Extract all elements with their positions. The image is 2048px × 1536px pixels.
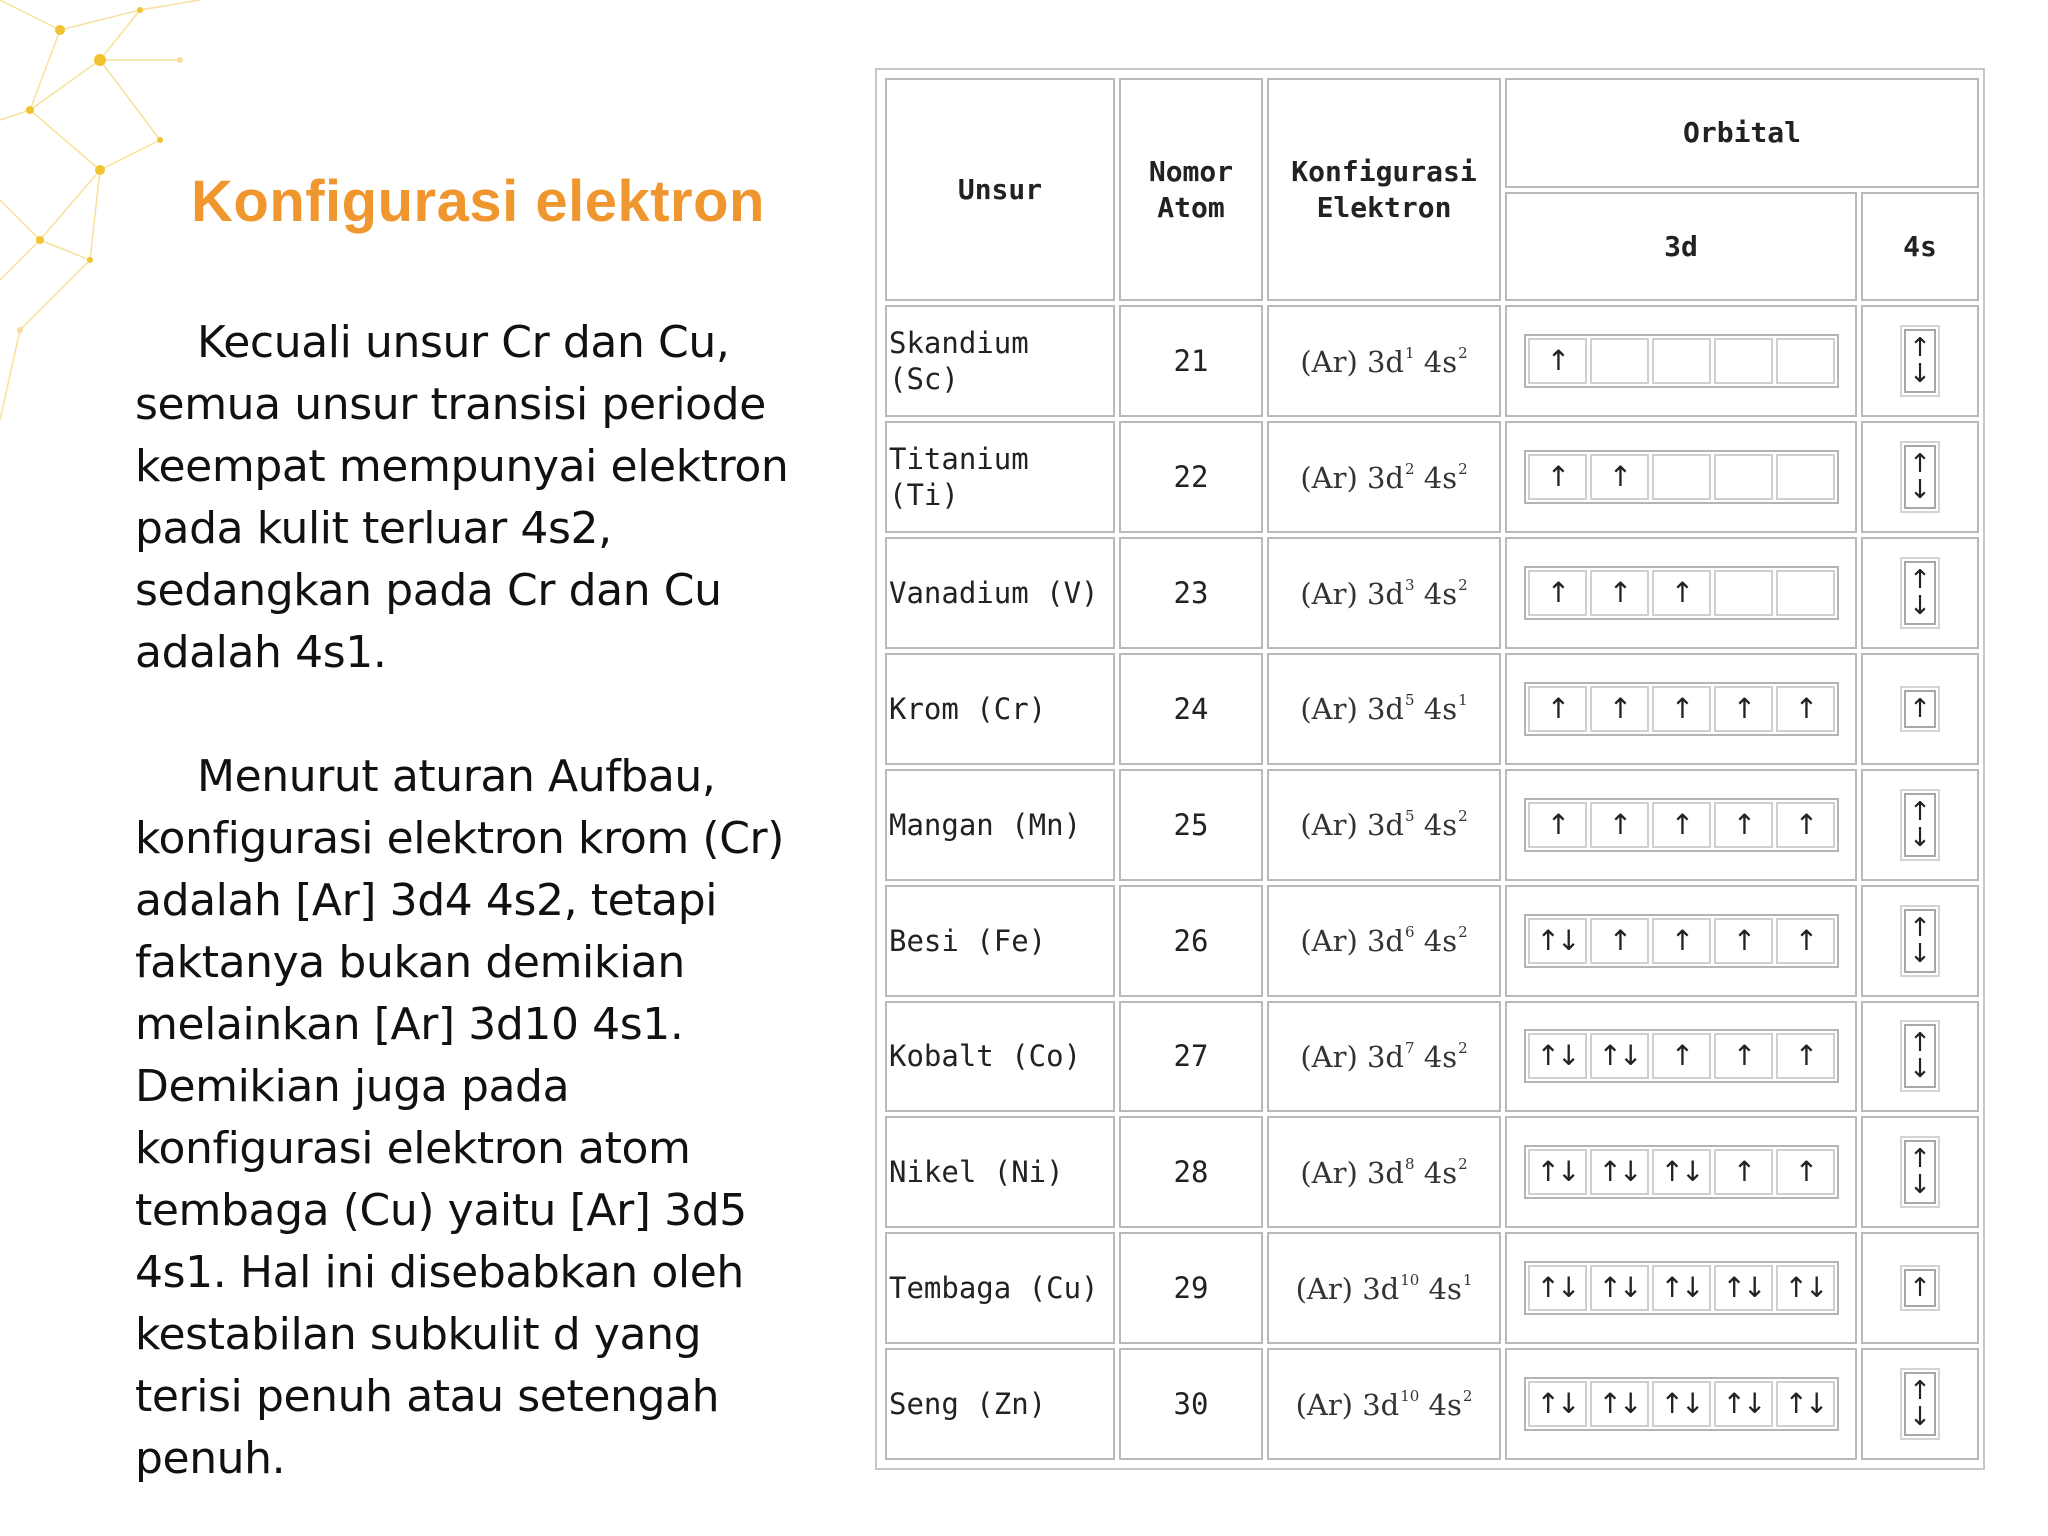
config-base-text: (Ar) 3d <box>1300 924 1404 959</box>
d-electron-count: 10 <box>1400 1386 1420 1405</box>
atomic-number-cell: 27 <box>1119 1001 1263 1113</box>
s-electron-count: 2 <box>1458 807 1468 826</box>
orbital-3d-boxes <box>1524 682 1839 736</box>
orbital-box: ↑ <box>1528 454 1587 500</box>
configuration-cell <box>1267 653 1501 765</box>
configuration-cell <box>1267 305 1501 417</box>
configuration-cell <box>1267 1348 1501 1460</box>
orbital-box <box>1776 454 1835 500</box>
config-s-text: 4s <box>1414 1155 1458 1190</box>
element-name-cell: Vanadium (V) <box>885 537 1115 649</box>
orbital-3d-cell <box>1505 885 1857 997</box>
spin-up-arrow-icon: ↑ <box>1909 912 1931 943</box>
s-electron-count: 1 <box>1458 691 1468 710</box>
orbital-box: ↑ <box>1714 686 1773 732</box>
spin-up-arrow-icon: ↑ <box>1909 796 1931 827</box>
d-electron-count: 10 <box>1400 1270 1420 1289</box>
spin-down-arrow-icon: ↓ <box>1909 591 1931 622</box>
spin-down-arrow-icon: ↓ <box>1909 475 1931 506</box>
orbital-box: ↑↓ <box>1528 1265 1587 1311</box>
s-electron-count: 2 <box>1458 459 1468 478</box>
orbital-4s-cell <box>1861 885 1979 997</box>
orbital-box <box>1590 338 1649 384</box>
config-base-text: (Ar) 3d <box>1300 692 1404 727</box>
table-row <box>885 653 1979 765</box>
orbital-box: ↑↓ <box>1528 1149 1587 1195</box>
config-s-text: 4s <box>1414 692 1458 727</box>
configuration-cell <box>1267 421 1501 533</box>
table-row <box>885 305 1979 417</box>
orbital-4s-box <box>1904 329 1936 393</box>
orbital-box: ↑ <box>1652 802 1711 848</box>
spin-down-arrow-icon: ↓ <box>1909 1170 1931 1201</box>
orbital-box: ↑↓ <box>1776 1265 1835 1311</box>
orbital-box: ↑ <box>1652 918 1711 964</box>
table-row <box>885 769 1979 881</box>
orbital-box: ↑↓ <box>1528 1033 1587 1079</box>
spin-up-arrow-icon: ↑ <box>1909 449 1931 480</box>
config-base-text: (Ar) 3d <box>1300 460 1404 495</box>
config-s-text: 4s <box>1414 460 1458 495</box>
spin-up-arrow-icon: ↑ <box>1909 1028 1931 1059</box>
atomic-number-cell: 30 <box>1119 1348 1263 1460</box>
spin-up-arrow-icon: ↑ <box>1909 1376 1931 1407</box>
orbital-3d-cell <box>1505 769 1857 881</box>
spin-down-arrow-icon: ↓ <box>1909 359 1931 390</box>
orbital-box: ↑ <box>1590 686 1649 732</box>
orbital-4s-cell <box>1861 1001 1979 1113</box>
orbital-4s-box <box>1904 1140 1936 1204</box>
config-s-text: 4s <box>1414 808 1458 843</box>
orbital-4s-cell <box>1861 769 1979 881</box>
orbital-box: ↑ <box>1714 1033 1773 1079</box>
element-name-cell: Mangan (Mn) <box>885 769 1115 881</box>
s-electron-count: 2 <box>1458 575 1468 594</box>
atomic-number-cell: 28 <box>1119 1116 1263 1228</box>
orbital-3d-cell <box>1505 537 1857 649</box>
orbital-4s-box <box>1904 1024 1936 1088</box>
configuration-cell <box>1267 537 1501 649</box>
table-row <box>885 421 1979 533</box>
config-base-text: (Ar) 3d <box>1295 1387 1400 1422</box>
orbital-box: ↑ <box>1528 570 1587 616</box>
orbital-3d-boxes <box>1524 1377 1839 1431</box>
configuration-cell <box>1267 885 1501 997</box>
orbital-3d-boxes <box>1524 798 1839 852</box>
table-row <box>885 1348 1979 1460</box>
d-electron-count: 7 <box>1405 1038 1415 1057</box>
d-electron-count: 8 <box>1405 1154 1415 1173</box>
orbital-box: ↑ <box>1776 918 1835 964</box>
orbital-4s-box: ↑ <box>1904 690 1936 728</box>
table-row <box>885 885 1979 997</box>
spin-down-arrow-icon: ↓ <box>1909 938 1931 969</box>
table-row <box>885 1001 1979 1113</box>
orbital-4s-box <box>1904 445 1936 509</box>
orbital-box: ↑↓ <box>1714 1381 1773 1427</box>
orbital-box <box>1776 570 1835 616</box>
config-base-text: (Ar) 3d <box>1300 1155 1404 1190</box>
orbital-4s-cell <box>1861 1232 1979 1344</box>
element-name-cell: Titanium (Ti) <box>885 421 1115 533</box>
atomic-number-cell: 26 <box>1119 885 1263 997</box>
atomic-number-cell: 21 <box>1119 305 1263 417</box>
spin-down-arrow-icon: ↓ <box>1909 822 1931 853</box>
orbital-3d-cell <box>1505 653 1857 765</box>
slide-title: Konfigurasi elektron <box>191 169 765 234</box>
element-name-cell: Krom (Cr) <box>885 653 1115 765</box>
orbital-box: ↑↓ <box>1590 1265 1649 1311</box>
table-row <box>885 1116 1979 1228</box>
orbital-4s-cell <box>1861 421 1979 533</box>
orbital-box <box>1714 454 1773 500</box>
s-electron-count: 2 <box>1458 923 1468 942</box>
orbital-box <box>1776 338 1835 384</box>
orbital-box: ↑ <box>1652 1033 1711 1079</box>
config-s-text: 4s <box>1414 924 1458 959</box>
s-electron-count: 2 <box>1458 1038 1468 1057</box>
paragraph-exceptions: Kecuali unsur Cr dan Cu, semua unsur transisi periode keempat mempunyai elektron pada kulit terluar 4s2, sedangkan pada Cr dan Cu adalah 4s1. <box>135 317 789 678</box>
atomic-number-cell: 25 <box>1119 769 1263 881</box>
orbital-box: ↑ <box>1528 686 1587 732</box>
orbital-3d-boxes <box>1524 450 1839 504</box>
orbital-box: ↑↓ <box>1528 1381 1587 1427</box>
spin-down-arrow-icon: ↓ <box>1909 1054 1931 1085</box>
element-name-cell: Nikel (Ni) <box>885 1116 1115 1228</box>
orbital-box: ↑ <box>1776 686 1835 732</box>
orbital-box: ↑↓ <box>1652 1265 1711 1311</box>
electron-configuration-table-frame <box>875 68 1985 1470</box>
orbital-box: ↑ <box>1714 918 1773 964</box>
orbital-4s-box <box>1904 561 1936 625</box>
element-name-cell: Besi (Fe) <box>885 885 1115 997</box>
s-electron-count: 2 <box>1458 1154 1468 1173</box>
orbital-3d-boxes <box>1524 334 1839 388</box>
header-atomic-number: Nomor Atom <box>1119 78 1263 301</box>
orbital-3d-boxes <box>1524 1145 1839 1199</box>
config-base-text: (Ar) 3d <box>1300 808 1404 843</box>
d-electron-count: 2 <box>1405 459 1415 478</box>
orbital-3d-cell <box>1505 1001 1857 1113</box>
orbital-3d-cell <box>1505 1232 1857 1344</box>
table-body <box>885 305 1979 1460</box>
s-electron-count: 1 <box>1462 1270 1473 1289</box>
orbital-4s-cell <box>1861 653 1979 765</box>
orbital-box: ↑ <box>1590 570 1649 616</box>
orbital-4s-box <box>1904 909 1936 973</box>
orbital-box: ↑ <box>1528 338 1587 384</box>
header-element: Unsur <box>885 78 1115 301</box>
orbital-3d-cell <box>1505 1116 1857 1228</box>
d-electron-count: 6 <box>1405 923 1415 942</box>
table-row <box>885 1232 1979 1344</box>
d-electron-count: 5 <box>1405 691 1415 710</box>
orbital-box: ↑ <box>1652 686 1711 732</box>
orbital-box: ↑↓ <box>1590 1033 1649 1079</box>
orbital-box: ↑↓ <box>1776 1381 1835 1427</box>
orbital-4s-cell <box>1861 1348 1979 1460</box>
configuration-cell <box>1267 1001 1501 1113</box>
spin-up-arrow-icon: ↑ <box>1909 333 1931 364</box>
electron-configuration-table <box>881 74 1983 1464</box>
orbital-box: ↑↓ <box>1590 1149 1649 1195</box>
orbital-box: ↑↓ <box>1590 1381 1649 1427</box>
orbital-box <box>1652 454 1711 500</box>
config-s-text: 4s <box>1414 1039 1458 1074</box>
orbital-box: ↑ <box>1590 454 1649 500</box>
orbital-4s-cell <box>1861 305 1979 417</box>
s-electron-count: 2 <box>1458 343 1468 362</box>
configuration-cell <box>1267 1116 1501 1228</box>
orbital-3d-boxes <box>1524 1261 1839 1315</box>
orbital-box <box>1714 570 1773 616</box>
orbital-box <box>1652 338 1711 384</box>
config-s-text: 4s <box>1414 576 1458 611</box>
orbital-4s-cell <box>1861 537 1979 649</box>
orbital-box: ↑ <box>1590 918 1649 964</box>
spin-down-arrow-icon: ↓ <box>1909 1402 1931 1433</box>
orbital-box: ↑↓ <box>1652 1381 1711 1427</box>
s-electron-count: 2 <box>1462 1386 1473 1405</box>
header-4s: 4s <box>1861 192 1979 302</box>
orbital-box: ↑ <box>1590 802 1649 848</box>
orbital-3d-cell <box>1505 1348 1857 1460</box>
orbital-3d-boxes <box>1524 1029 1839 1083</box>
config-s-text: 4s <box>1419 1271 1462 1306</box>
config-base-text: (Ar) 3d <box>1300 576 1404 611</box>
configuration-cell <box>1267 1232 1501 1344</box>
orbital-4s-box: ↑ <box>1904 1269 1936 1307</box>
orbital-box <box>1714 338 1773 384</box>
orbital-box: ↑ <box>1776 1149 1835 1195</box>
config-base-text: (Ar) 3d <box>1300 344 1404 379</box>
orbital-box: ↑ <box>1528 802 1587 848</box>
orbital-4s-box <box>1904 793 1936 857</box>
orbital-3d-boxes <box>1524 914 1839 968</box>
orbital-3d-boxes <box>1524 566 1839 620</box>
orbital-box: ↑ <box>1714 802 1773 848</box>
atomic-number-cell: 23 <box>1119 537 1263 649</box>
orbital-box: ↑↓ <box>1652 1149 1711 1195</box>
orbital-3d-cell <box>1505 305 1857 417</box>
atomic-number-cell: 24 <box>1119 653 1263 765</box>
element-name-cell: Seng (Zn) <box>885 1348 1115 1460</box>
d-electron-count: 5 <box>1405 807 1415 826</box>
config-s-text: 4s <box>1419 1387 1462 1422</box>
d-electron-count: 1 <box>1405 343 1415 362</box>
orbital-box: ↑↓ <box>1528 918 1587 964</box>
element-name-cell: Tembaga (Cu) <box>885 1232 1115 1344</box>
paragraph-aufbau: Menurut aturan Aufbau, konfigurasi elektron krom (Cr) adalah [Ar] 3d4 4s2, tetapi faktanya bukan demikian melainkan [Ar] 3d10 4s1. Demikian juga pada konfigurasi elektron atom tembaga (Cu) yaitu [Ar] 3d5 4s1. Hal ini disebabkan oleh kestabilan subkulit d yang terisi penuh atau setengah penuh. <box>135 751 784 1484</box>
spin-up-arrow-icon: ↑ <box>1909 565 1931 596</box>
orbital-box: ↑↓ <box>1714 1265 1773 1311</box>
atomic-number-cell: 29 <box>1119 1232 1263 1344</box>
orbital-4s-box <box>1904 1372 1936 1436</box>
atomic-number-cell: 22 <box>1119 421 1263 533</box>
header-orbital: Orbital <box>1505 78 1979 188</box>
orbital-box: ↑ <box>1776 802 1835 848</box>
table-row <box>885 537 1979 649</box>
header-3d: 3d <box>1505 192 1857 302</box>
header-configuration: Konfigurasi Elektron <box>1267 78 1501 301</box>
orbital-box: ↑ <box>1714 1149 1773 1195</box>
orbital-box: ↑ <box>1776 1033 1835 1079</box>
orbital-3d-cell <box>1505 421 1857 533</box>
element-name-cell: Kobalt (Co) <box>885 1001 1115 1113</box>
spin-up-arrow-icon: ↑ <box>1909 1144 1931 1175</box>
orbital-4s-cell <box>1861 1116 1979 1228</box>
config-s-text: 4s <box>1414 344 1458 379</box>
configuration-cell <box>1267 769 1501 881</box>
d-electron-count: 3 <box>1405 575 1415 594</box>
element-name-cell: Skandium (Sc) <box>885 305 1115 417</box>
config-base-text: (Ar) 3d <box>1295 1271 1400 1306</box>
config-base-text: (Ar) 3d <box>1300 1039 1404 1074</box>
orbital-box: ↑ <box>1652 570 1711 616</box>
